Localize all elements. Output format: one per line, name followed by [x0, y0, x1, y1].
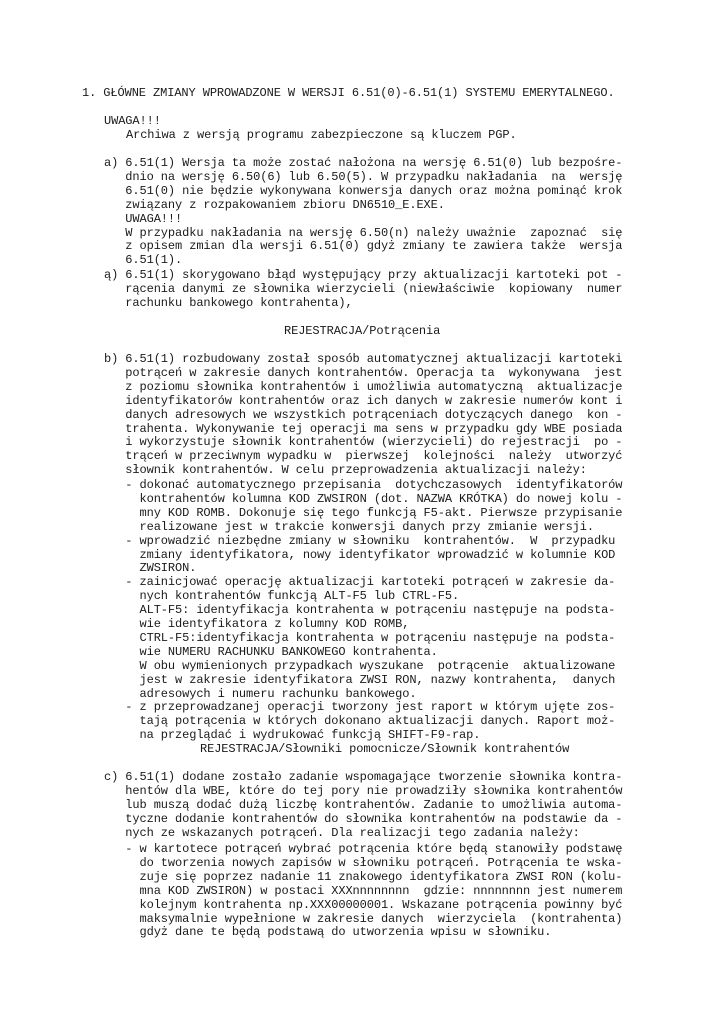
- text-line: 6.51(0) nie będzie wykonywana konwersja danych oraz można pominąć krok: [104, 183, 623, 198]
- text-line: mny KOD ROMB. Dokonuje się tego funkcją F5-akt. Pierwsze przypisanie: [104, 505, 623, 520]
- text-line: związany z rozpakowaniem zbioru DN6510_E.EXE.: [104, 197, 445, 212]
- text-line: nych kontrahentów funkcją ALT-F5 lub CTRL-F5.: [104, 589, 460, 604]
- text-line: wie identyfikatora z kolumny KOD ROMB,: [104, 617, 410, 631]
- text-line: wie NUMERU RACHUNKU BANKOWEGO kontrahenta.: [104, 644, 438, 659]
- text-line: W przypadku nakładania na wersję 6.50(n) należy uważnie zapoznać się: [104, 225, 623, 240]
- text-line: realizowane jest w trakcie konwersji danych przy zmianie wersji.: [104, 519, 594, 534]
- text-line: rącenia danymi ze słownika wierzycieli (niewłaściwie kopiowany numer: [104, 281, 623, 296]
- text-line: tyczne dodanie kontrahentów do słownika kontrahentów na podstawie da -: [104, 811, 623, 826]
- warning-text: Archiwa z wersją programu zabezpieczone są kluczem PGP.: [126, 128, 517, 142]
- text-line: zuje się poprzez nadanie 11 znakowego identyfikatora ZWSI RON (kolu-: [104, 869, 623, 884]
- text-line: a) 6.51(1) Wersja ta może zostać nałożona na wersję 6.51(0) lub bezpośre-: [104, 156, 623, 170]
- text-line: danych adresowych we wszystkich potrąceniach dotyczących danego kon -: [104, 407, 623, 422]
- text-line: W obu wymienionych przypadkach wyszukane potrącenie aktualizowane: [104, 658, 616, 673]
- text-line: - zainicjować operację aktualizacji kartoteki potrąceń w zakresie da-: [104, 575, 616, 590]
- text-line: kontrahentów kolumna KOD ZWSIRON (dot. NAZWA KRÓTKA) do nowej kolu -: [104, 491, 623, 506]
- text-line: jest w zakresie identyfikatora ZWSI RON, nazwy kontrahenta, danych: [104, 672, 616, 687]
- text-line: - wprowadzić niezbędne zmiany w słowniku kontrahentów. W przypadku: [104, 533, 616, 548]
- text-line: potrąceń w zakresie danych kontrahentów. Operacja ta wykonywana jest: [104, 365, 623, 380]
- text-line: trąceń w przeciwnym wypadku w pierwszej kolejności należy utworzyć: [104, 449, 623, 464]
- text-line: - w kartotece potrąceń wybrać potrącenia które będą stanowiły podstawę: [104, 842, 623, 856]
- text-line: - dokonać automatycznego przepisania dotychczasowych identyfikatorów: [104, 478, 623, 492]
- subheading-slownik-kontrahentow: REJESTRACJA/Słowniki pomocnicze/Słownik kontrahentów: [200, 742, 570, 756]
- text-line: rachunku bankowego kontrahenta),: [104, 295, 353, 310]
- text-line: zmiany identyfikatora, nowy identyfikator wprowadzić w kolumnie KOD: [104, 547, 616, 562]
- text-line: ZWSIRON.: [104, 561, 197, 576]
- text-line: 6.51(1).: [104, 253, 183, 268]
- text-line: c) 6.51(1) dodane zostało zadanie wspomagające tworzenie słownika kontra-: [104, 770, 623, 784]
- text-line: trahenta. Wykonywanie tej operacji ma sens w przypadku gdy WBE posiada: [104, 421, 623, 436]
- document-heading: 1. GŁÓWNE ZMIANY WPROWADZONE W WERSJI 6.51(0)-6.51(1) SYSTEMU EMERYTALNEGO.: [82, 86, 615, 100]
- text-line: dnio na wersję 6.50(6) lub 6.50(5). W przypadku nakładania na wersję: [104, 169, 623, 184]
- text-line: z poziomu słownika kontrahentów i umożliwia automatyczną aktualizacje: [104, 379, 623, 394]
- text-line: hentów dla WBE, które do tej pory nie prowadziły słownika kontrahentów: [104, 783, 623, 798]
- text-line: identyfikatorów kontrahentów oraz ich danych w zakresie numerów kont i: [104, 393, 623, 408]
- text-line: maksymalnie wypełnione w zakresie danych wierzyciela (kontrahenta): [104, 911, 623, 926]
- text-line: tają potrącenia w których dokonano aktualizacji danych. Raport moż-: [104, 714, 616, 729]
- warning-title: UWAGA!!!: [104, 114, 161, 128]
- text-line: CTRL-F5:identyfikacja kontrahenta w potrąceniu następuje na podsta-: [104, 630, 616, 645]
- text-line: do tworzenia nowych zapisów w słowniku potrąceń. Potrącenia te wska-: [104, 855, 623, 870]
- text-line: ą) 6.51(1) skorygowano błąd występujący przy aktualizacji kartoteki pot -: [104, 268, 623, 282]
- text-line: i wykorzystuje słownik kontrahentów (wierzycieli) do rejestracji po -: [104, 435, 623, 450]
- text-line: kolejnym kontrahenta np.XXX00000001. Wskazane potrącenia powinny być: [104, 897, 623, 912]
- text-line: na przeglądać i wydrukować funkcją SHIFT-F9-rap.: [104, 728, 481, 743]
- text-line: mna KOD ZWSIRON) w postaci XXXnnnnnnnn gdzie: nnnnnnnn jest numerem: [104, 883, 623, 898]
- text-line: adresowych i numeru rachunku bankowego.: [104, 686, 417, 701]
- subheading-rejestracja-potracenia: REJESTRACJA/Potrącenia: [284, 324, 441, 338]
- text-line: lub muszą dodać dużą liczbę kontrahentów. Zadanie to umożliwia automa-: [104, 797, 623, 812]
- text-line: - z przeprowadzanej operacji tworzony jest raport w którym ujęte zos-: [104, 700, 616, 715]
- text-line: słownik kontrahentów. W celu przeprowadzenia aktualizacji należy:: [104, 463, 587, 478]
- text-line: gdyż dane te będą podstawą do utworzenia wpisu w słowniku.: [104, 925, 552, 940]
- text-line: b) 6.51(1) rozbudowany został sposób automatycznej aktualizacji kartoteki: [104, 352, 623, 366]
- text-line: nych ze wskazanych potrąceń. Dla realizacji tego zadania należy:: [104, 825, 580, 840]
- text-line: ALT-F5: identyfikacja kontrahenta w potrąceniu następuje na podsta-: [104, 603, 616, 618]
- text-line: z opisem zmian dla wersji 6.51(0) gdyż zmiany te zawiera także wersja: [104, 239, 623, 254]
- text-line: UWAGA!!!: [104, 211, 183, 226]
